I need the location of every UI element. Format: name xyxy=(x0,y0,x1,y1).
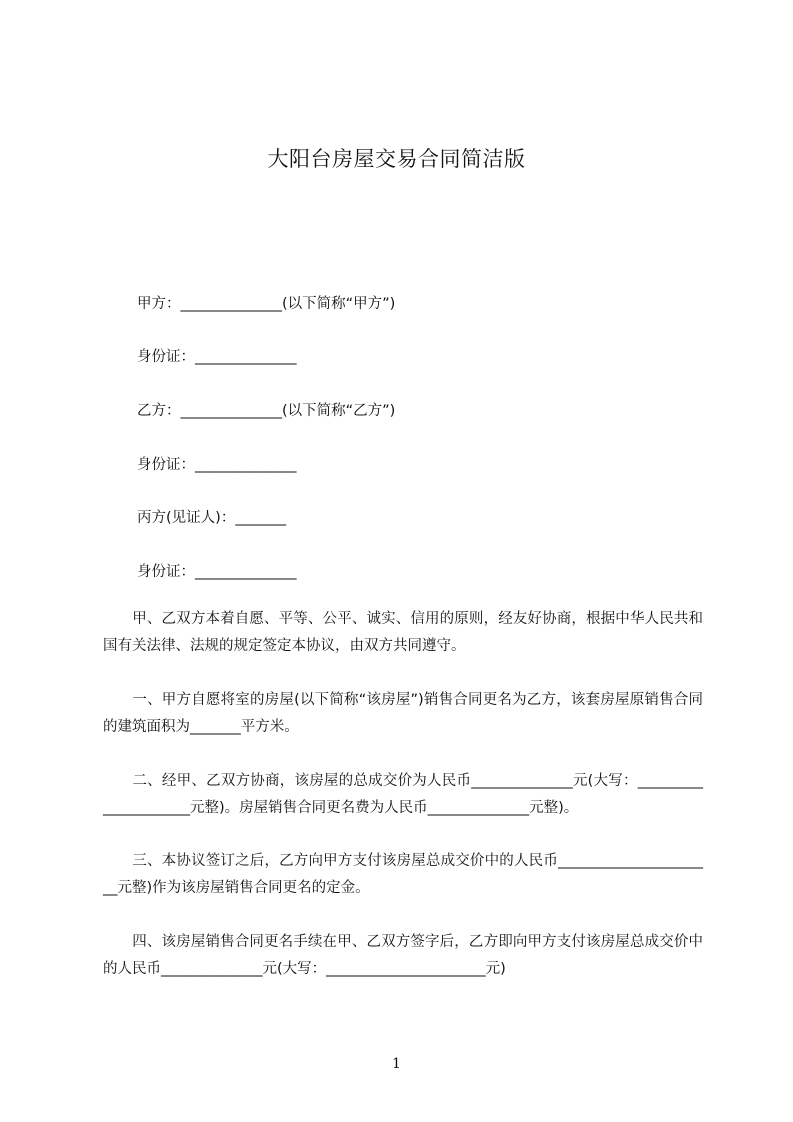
party-a-line: 甲方：______________(以下简称“甲方”) xyxy=(137,296,396,312)
page-number: 1 xyxy=(392,1056,401,1072)
party-a-id-line: 身份证：______________ xyxy=(137,349,297,365)
witness-id-line: 身份证：______________ xyxy=(137,564,297,580)
intro-paragraph: 甲、乙双方本着自愿、平等、公平、诚实、信用的原则，经友好协商，根据中华人民共和国有关法律、法规的规定签定本协议，由双方共同遵守。 xyxy=(103,611,703,654)
document-title: 大阳台房屋交易合同简洁版 xyxy=(267,147,526,171)
party-b-id-line: 身份证：______________ xyxy=(137,457,297,473)
party-b-line: 乙方：______________(以下简称“乙方”) xyxy=(137,403,396,419)
clause-2-paragraph: 二、经甲、乙双方协商，该房屋的总成交价为人民币______________元(大写：_____________________元整)。房屋销售合同更名费为人民币______________元整)。 xyxy=(103,773,703,816)
clause-4-paragraph: 四、该房屋销售合同更名手续在甲、乙双方签字后，乙方即向甲方支付该房屋总成交价中的人民币______________元(大写：______________________元) xyxy=(103,934,703,977)
clause-1-paragraph: 一、甲方自愿将室的房屋(以下简称“该房屋”)销售合同更名为乙方，该套房屋原销售合同的建筑面积为_______平方米。 xyxy=(103,692,703,735)
clause-3-paragraph: 三、本协议签订之后，乙方向甲方支付该房屋总成交价中的人民币______________________元整)作为该房屋销售合同更名的定金。 xyxy=(103,853,703,896)
witness-line: 丙方(见证人)：_______ xyxy=(137,510,287,526)
